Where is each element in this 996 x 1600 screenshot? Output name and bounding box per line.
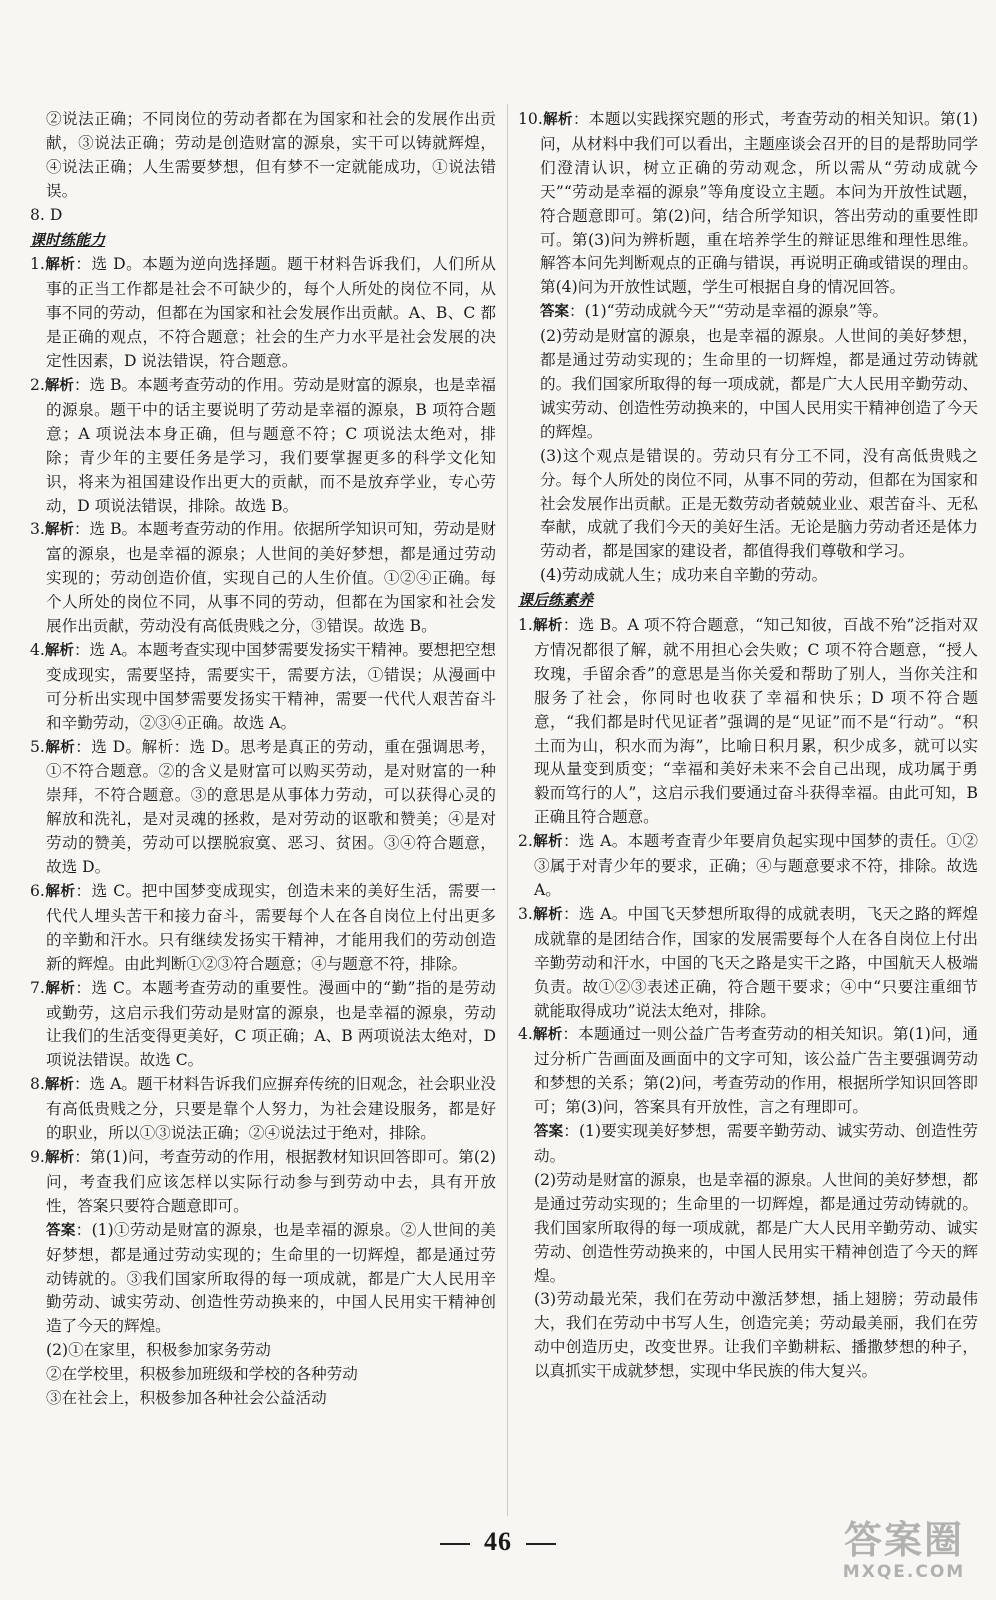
answer-9-part: (2)①在家里，积极参加家务劳动 [46,1341,271,1360]
list-item-10: 10.解析：本题以实践探究题的形式，考查劳动的相关知识。第(1)问，从材料中我们可以看出，主题座谈会召开的目的是帮助同学们澄清认识，树立正确的劳动观念，所以需从“劳动成就今天”“劳动是幸福的源泉”等角度设立主题。本问为开放性试题，符合题意即可。第(2)问，结合所学知识，答出劳动的重要性即可。第(3)问为辨析题，重在培养学生的辩证思维和理性思维。解答本问先判断观点的正确与错误，再说明正确或错误的理由。第(4)问为开放性试题，学生可根据自身的情况回答。 [518,110,978,297]
list-item: 2.解析：选 A。本题考查青少年要肩负起实现中国梦的责任。①②③属于对青少年的要求，正确；④与题意要求不符，排除。故选 A。 [518,832,979,899]
answer-10-part: (3)这个观点是错误的。劳动只有分工不同，没有高低贵贱之分。每个人所处的岗位不同，从事不同的劳动，但都在为国家和社会发展作出贡献。正是无数劳动者兢兢业业、艰苦奋斗、无私奉献，成就了我们今天的美好生活。无论是脑力劳动者还是体力劳动者，都是国家的建设者，都值得我们尊敬和学习。 [540,446,978,561]
list-item: 2.解析：选 B。本题考查劳动的作用。劳动是财富的源泉，也是幸福的源泉。题干中的话主要说明了劳动是幸福的源泉，B 项符合题意；A 项说法本身正确，但与题意不符；C 项说法太绝对，排除；青少年的主要任务是学习，我们要掌握更多的科学文化知识，将来为祖国建设作出更大的贡献，而不是放弃学业，专心劳动，D 项说法错误，排除。故选 B。 [30,375,497,515]
answer-10-part: (2)劳动是财富的源泉，也是幸福的源泉。人世间的美好梦想，都是通过劳动实现的；生命里的一切辉煌，都是通过劳动铸就的。我们国家所取得的每一项成就，都是广大人民用辛勤劳动、诚实劳动、创造性劳动换来的，中国人民用实干精神创造了今天的辉煌。 [540,327,978,441]
answer-9-part: ②在学校里，积极参加班级和学校的各种劳动 [46,1365,358,1384]
list-item: 9.解析：第(1)问，考查劳动的作用，根据教材知识回答即可。第(2)问，考查我们应该怎样以实际行动参与到劳动中去，具有开放性，答案只要符合题意即可。 [30,1147,497,1215]
list-item: 3.解析：选 A。中国飞天梦想所取得的成就表明，飞天之路的辉煌成就靠的是团结合作，国家的发展需要每个人在各自岗位上付出辛勤劳动和汗水，中国的飞天之路是实干之路，中国航天人极端负责。故①②③表述正确，符合题干要求；④中“只要注重细节就能取得成功”说法太绝对，排除。 [518,904,979,1020]
answer-9: 答案：(1)①劳动是财富的源泉，也是幸福的源泉。②人世间的美好梦想，都是通过劳动实现的；生命里的一切辉煌，都是通过劳动铸就的。③我们国家所取得的每一项成就，都是广大人民用辛勤劳动、诚实劳动、创造性劳动换来的，中国人民用实干精神创造了今天的辉煌。 [46,1220,496,1336]
column-divider [507,104,508,1516]
list-item: 8.解析：选 A。题干材料告诉我们应摒弃传统的旧观念，社会职业没有高低贵贱之分，只要是靠个人努力，为社会建设服务，都是好的职业，所以①③说法正确；②④说法过于绝对，排除。 [30,1075,497,1143]
answer-9-part: ③在社会上，积极参加各种社会公益活动 [46,1389,327,1408]
right-column [518,108,978,1384]
list-item: 1.解析：选 B。A 项不符合题意，“知己知彼，百战不殆”泛指对双方情况都很了解，就不用担心会失败；C 项不符合题意，“授人玫瑰，手留余香”的意思是当你关爱和帮助了别人，当你关注和服务了社会，你同时也收获了幸福和快乐；D 项不符合题意，“我们都是时代见证者”强调的是“见证”而不是“行动”。“积土而为山，积水而为海”，比喻日积月累，积少成多，就可以实现从量变到质变；“幸福和美好未来不会自己出现，成功属于勇毅而笃行的人”，这启示我们要通过奋斗获得幸福。由此可知，B 正确且符合题意。 [518,616,978,827]
list-item: 4.解析：选 A。本题考查实现中国梦需要发扬实干精神。要想把空想变成现实，需要坚持，需要实干，需要方法，①错误；从漫画中可分析出实现中国梦需要发扬实干精神，需要一代代人艰苦奋斗和辛勤劳动，②③④正确。故选 A。 [30,640,497,732]
list-item: 6.解析：选 C。把中国梦变成现实，创造未来的美好生活，需要一代代人埋头苦干和接力奋斗，需要每个人在各自岗位上付出更多的辛勤和汗水。只有继续发扬实干精神，才能用我们的劳动创造新的辉煌。由此判断①②③符合题意；④与题意不符，排除。 [30,882,497,973]
list-item: 7.解析：选 C。本题考查劳动的重要性。漫画中的“勤”指的是劳动或勤劳，这启示我们劳动是财富的源泉，也是幸福的源泉，劳动让我们的生活变得更美好，C 项正确；A、B 两项说法太绝对，D 项说法错误。故选 C。 [30,978,497,1070]
dash-left [440,1543,470,1545]
left-column [30,108,496,1411]
dash-right [526,1543,556,1545]
list-item: 4.解析：本题通过一则公益广告考查劳动的相关知识。第(1)问，通过分析广告画面及画面中的文字可知，该公益广告主要强调劳动和梦想的关系；第(2)问，考查劳动的作用，根据所学知识回答即可；第(3)问，答案具有开放性，言之有理即可。 [518,1025,979,1117]
page-number: 46 [0,1527,996,1557]
answer-10: 答案：(1)“劳动成就今天”“劳动是幸福的源泉”等。 [540,302,889,321]
list-item: 3.解析：选 B。本题考查劳动的作用。依据所学知识可知，劳动是财富的源泉，也是幸福的源泉；人世间的美好梦想，都是通过劳动实现的；劳动创造价值，实现自己的人生价值。①②④正确。每个人所处的岗位不同，从事不同的劳动，但都在为国家和社会发展作出贡献，劳动没有高低贵贱之分，③错误。故选 B。 [30,520,497,636]
answer-q4: 答案：(1)要实现美好梦想，需要辛勤劳动、诚实劳动、创造性劳动。 [534,1122,979,1165]
answer-10-part: (4)劳动成就人生；成功来自辛勤的劳动。 [540,566,828,585]
section-heading-after-class: 课后练素养 [518,591,594,610]
list-item: 5.解析：选 D。解析：选 D。思考是真正的劳动，重在强调思考，①不符合题意。②的含义是财富可以购买劳动，是对财富的一种崇拜，不符合题意。③的意思是从事体力劳动，可以获得心灵的解放和洗礼，是对灵魂的拯救，是对劳动的讴歌和赞美；④是对劳动的赞美，劳动可以摆脱寂寞、恶习、贫困。③④符合题意，故选 D。 [30,737,497,877]
intro-paragraph: ②说法正确；不同岗位的劳动者都在为国家和社会的发展作出贡献，③说法正确；劳动是创造财富的源泉，实干可以铸就辉煌，④说法正确；人生需要梦想，但有梦不一定就能成功，①说法错误。 [46,110,496,200]
answer-q4-part: (3)劳动最光荣，我们在劳动中激活梦想，插上翅膀；劳动最伟大，我们在劳动中书写人生，创造完美；劳动最美丽，我们在劳动中创造历史，改变世界。让我们辛勤耕耘、播撒梦想的种子，以真抓实干成就梦想，实现中华民族的伟大复兴。 [534,1290,978,1381]
answer-q4-part: (2)劳动是财富的源泉，也是幸福的源泉。人世间的美好梦想，都是通过劳动实现的；生命里的一切辉煌，都是通过劳动铸就的。我们国家所取得的每一项成就，都是广大人民用辛勤劳动、诚实劳动、创造性劳动换来的，中国人民用实干精神创造了今天的辉煌。 [534,1170,978,1285]
answer-8: 8. D [30,205,63,224]
list-item: 1.解析：选 D。本题为逆向选择题。题干材料告诉我们，人们所从事的正当工作都是社会不可缺少的，每个人所处的岗位不同，从事不同的劳动，但都在为国家和社会发展作出贡献。A、B、C 都是正确的观点，不符合题意；社会的生产力水平是社会发展的决定性因素，D 说法错误，符合题意。 [30,255,496,371]
section-heading-practice: 课时练能力 [30,230,106,249]
watermark-logo: 答案圈 MXQE.COM [842,1518,966,1582]
